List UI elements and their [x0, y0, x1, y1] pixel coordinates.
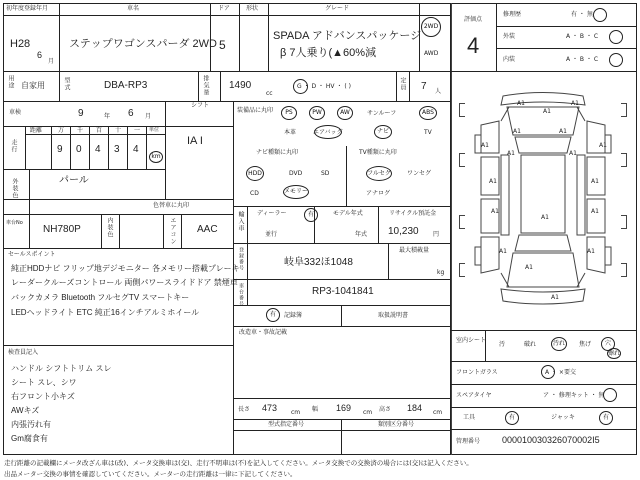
- r2-col-3: [220, 71, 221, 101]
- equip-aw-label: AW: [340, 109, 350, 116]
- max-load-unit: kg: [437, 269, 445, 276]
- equip-sunroof: サンルーフ: [367, 110, 397, 117]
- interior-score-label: 内装: [503, 56, 516, 63]
- mark-11: A1: [591, 178, 599, 185]
- inspector-line-4: AWキズ: [11, 406, 40, 415]
- frameno-label-col: [29, 214, 30, 248]
- mark-12: A1: [491, 208, 499, 215]
- exterior-score-circle: [609, 30, 623, 44]
- tv-oneseg: ワンセグ: [407, 170, 432, 177]
- chassis-label: 車台番号: [238, 283, 244, 307]
- mark-6: A1: [481, 142, 489, 149]
- score-row-1: [496, 26, 637, 27]
- seat-opt-1: 破れ: [524, 341, 537, 348]
- max-load-label: 最大積載量: [399, 247, 430, 254]
- dealer-label-col: [247, 206, 248, 243]
- interior-color-label: 内装色: [106, 217, 113, 238]
- equip-aw: [337, 106, 353, 120]
- ac-label: エアコン: [169, 217, 176, 245]
- length-value: 473: [262, 403, 278, 413]
- mileage-header-line: [25, 134, 165, 135]
- first-reg-month-unit: 月: [48, 58, 55, 65]
- inspection-year-unit: 年: [104, 113, 111, 120]
- tools-bottom: [451, 429, 637, 430]
- frameno-col-5: [181, 214, 182, 248]
- capacity-unit: 人: [435, 88, 442, 95]
- glass-options: A ・ ×要交: [545, 369, 576, 376]
- inspection-month-unit: 月: [145, 113, 152, 120]
- tools-value: 有: [508, 414, 515, 421]
- bracket-left-2: [459, 153, 465, 167]
- class-label: 類別区分番号: [378, 421, 415, 428]
- repair-options: 有 ・ 無: [571, 11, 593, 18]
- use-value: 自家用: [21, 81, 45, 90]
- grade-label: グレード: [325, 5, 350, 12]
- seat-opt-2-label: 汚れ: [552, 340, 565, 347]
- tools-circle: [505, 411, 519, 425]
- shift-col: [165, 101, 166, 199]
- frame-no-top: [3, 214, 233, 215]
- nav-hdd-label: HDD: [248, 169, 262, 177]
- r2-col-5: [409, 71, 410, 101]
- manage-value: 000010030326070002I5: [502, 435, 600, 445]
- mark-4: A1: [513, 128, 521, 135]
- score-row-2: [496, 48, 637, 49]
- model-year-unit: 年式: [355, 231, 368, 238]
- 2wd-label: 2WD: [423, 23, 439, 30]
- hdr-col-3: [239, 3, 240, 71]
- header-bottom: [3, 71, 450, 72]
- tv-fullseg-label: フルセグ: [367, 169, 391, 177]
- sales-top: [3, 248, 233, 249]
- equip-ps: [281, 106, 297, 120]
- seat-label-col: [485, 330, 486, 361]
- ac-value: AAC: [197, 224, 218, 235]
- mark-5: A1: [559, 128, 567, 135]
- seat-label: 室内シート: [456, 337, 487, 344]
- mileage-digit-2: 4: [95, 144, 101, 155]
- displacement-value: 1490: [229, 80, 252, 91]
- cc-unit: cc: [266, 90, 273, 97]
- mileage-unit: km: [151, 153, 161, 160]
- r2-col-1: [59, 71, 60, 101]
- r2-col-2: [198, 71, 199, 101]
- hdr-col-4: [268, 3, 269, 71]
- recycle-label: リサイクル預託金: [389, 210, 437, 217]
- grade-line-1: SPADA アドバンスパッケージ: [273, 30, 422, 42]
- mark-1: A1: [517, 100, 525, 107]
- use-label: 用途: [7, 75, 14, 89]
- mileage-unit-ring: [149, 151, 163, 163]
- mileage-header-total: 距離: [30, 127, 43, 134]
- plate-label-col: [247, 243, 248, 305]
- reg-number-label: 登録番号: [238, 247, 244, 271]
- nav-type-label: ナビ種類に丸印: [256, 149, 299, 156]
- equip-nav: [374, 125, 392, 139]
- interior-score-circle: [609, 53, 623, 67]
- chassis-value: RP3-1041841: [312, 286, 374, 297]
- exterior-score-label: 外装: [503, 33, 516, 40]
- dealer-circle-mark: 有: [307, 211, 314, 218]
- height-value: 184: [407, 403, 423, 413]
- hdr-label-line: [3, 15, 450, 16]
- mileage-digit-0: 9: [57, 144, 63, 155]
- mileage-header-0: 万: [58, 127, 65, 134]
- score-label: 評価点: [464, 16, 483, 23]
- inspection-label: 車検: [9, 109, 22, 116]
- frameno-col-4: [163, 214, 164, 248]
- record-label: 記録簿: [284, 312, 303, 319]
- seat-opt-0: 汚: [499, 341, 506, 348]
- auction-sheet: [3, 3, 637, 455]
- tv-analog: アナログ: [366, 190, 391, 197]
- 2wd-ring: [421, 17, 441, 37]
- mileage-digit-col-1: [51, 126, 52, 169]
- mileage-label: 走行: [10, 139, 17, 153]
- car-outline-icon: [473, 91, 613, 316]
- type-col: [341, 419, 342, 454]
- recycle-value: 10,230: [388, 226, 419, 237]
- repair-circle: [593, 8, 607, 22]
- dealer-top: [233, 206, 450, 207]
- diagram-bottom: [451, 330, 637, 331]
- mileage-header-3: 十: [115, 127, 122, 134]
- mileage-label-col: [25, 126, 26, 169]
- glass-circle: [541, 365, 555, 379]
- transfer-top: [233, 326, 450, 327]
- height-unit: cm: [433, 409, 443, 416]
- capacity-value: 7: [421, 81, 427, 92]
- sales-line-4: LEDヘッドライト ETC 純正16インチアルミホイール: [11, 308, 200, 317]
- inspector-line-6: Gm腐食有: [11, 434, 48, 443]
- grade-line-2: β 7人乗り(▲60%減: [280, 47, 377, 59]
- fuel-circle: [293, 79, 308, 94]
- mileage-header-2: 百: [96, 127, 103, 134]
- mileage-digit-1: 0: [76, 144, 82, 155]
- width-unit: cm: [363, 409, 373, 416]
- dealer-circle: [304, 208, 318, 222]
- plate-col-2: [388, 243, 389, 279]
- equipment-label: 装備品に丸印: [237, 107, 274, 114]
- mark-14: A1: [541, 214, 549, 221]
- dealer-parallel: 並行: [265, 231, 278, 238]
- length-unit: cm: [291, 409, 301, 416]
- mark-18: A1: [551, 294, 559, 301]
- mileage-digit-4: 4: [133, 144, 139, 155]
- manage-label: 管理番号: [456, 438, 481, 445]
- dealer-label: ディーラー: [257, 210, 287, 217]
- bracket-right-3: [621, 215, 627, 229]
- mileage-digit-col-3: [89, 126, 90, 169]
- equip-ps-label: PS: [285, 109, 293, 116]
- plate-top: [233, 243, 450, 244]
- shift-value: IA I: [187, 135, 203, 147]
- mark-15: A1: [499, 248, 507, 255]
- sales-points-label: セールスポイント: [8, 251, 56, 258]
- seat-opt-2: [551, 337, 567, 351]
- import-label: 輸入車: [237, 211, 244, 232]
- bracket-right-2: [621, 153, 627, 167]
- seat-opt-4-label: 穴: [604, 340, 611, 347]
- footer-note-2: 出品メーター交換の事情を確認していてください。メーターの走行距離は一律に下記してください。: [4, 470, 297, 478]
- bracket-right-1: [621, 103, 627, 117]
- mileage-header-unit: 単位: [149, 127, 160, 133]
- chassis-top: [233, 279, 450, 280]
- score-value: 4: [467, 33, 480, 58]
- frame-no-label: 車台No: [6, 220, 23, 226]
- spare-options: ア ・ 修理キット ・ 無: [543, 392, 605, 399]
- inspector-line-2: シート スレ、シワ: [11, 378, 77, 387]
- spare-label: スペアタイヤ: [456, 392, 492, 399]
- nav-tv-divider: [346, 146, 347, 206]
- equip-abs: [419, 106, 437, 120]
- footer-note-1: 走行距離の記載欄にメータ改ざん車は(改)、メータ交換車は(交)、走行不明車は(不)を記入してください。メータ交換での交換済の場合には(交)は記入ください。: [4, 459, 473, 467]
- equip-leather: 本革: [284, 129, 297, 136]
- frame-top: [3, 3, 637, 4]
- exterior-score-options: A ・ B ・ C: [566, 33, 599, 40]
- score-col: [496, 3, 497, 71]
- frame-bottom: [3, 454, 637, 455]
- model-value: DBA-RP3: [104, 80, 148, 91]
- reg-number-value: 岐阜332ほ1048: [284, 257, 353, 268]
- mileage-digit-3: 3: [114, 144, 120, 155]
- sales-line-1: 純正HDDナビ フリップ地デジモニター 各メモリー搭載プレーキ: [11, 264, 240, 273]
- spare-circle: [603, 388, 617, 402]
- jack-value: 有: [602, 414, 609, 421]
- inspector-top: [3, 345, 233, 346]
- color-label-col: [29, 169, 30, 214]
- height-label: 高さ: [379, 406, 392, 413]
- tv-type-label: TV種類に丸印: [359, 149, 397, 156]
- sales-line-3: バックカメラ Bluetooth フルセグTV スマートキー: [11, 293, 190, 302]
- nav-sd: SD: [321, 170, 330, 177]
- mileage-digit-col-4: [108, 126, 109, 169]
- equip-pw: [309, 106, 325, 120]
- nav-dvd: DVD: [289, 170, 303, 177]
- nav-memory-label: メモリー: [284, 188, 309, 195]
- glass-label: フロントガラス: [456, 369, 498, 376]
- awd-label: AWD: [424, 50, 439, 57]
- doors-value: 5: [219, 38, 226, 52]
- inspector-label: 検査員記入: [8, 349, 39, 356]
- length-label: 長さ: [238, 406, 251, 413]
- mileage-digit-col-6: [146, 126, 147, 169]
- car-name-label: 車名: [127, 5, 140, 12]
- repair-label: 修理歴: [503, 11, 522, 18]
- shape-label: 形状: [246, 5, 259, 12]
- spare-bottom: [451, 407, 637, 408]
- mileage-header-1: 千: [77, 127, 84, 134]
- inspector-line-5: 内張汚れ有: [11, 420, 51, 429]
- nav-hdd: [246, 166, 264, 181]
- mark-10: A1: [489, 178, 497, 185]
- r2-col-4: [396, 71, 397, 101]
- exterior-color-value: パール: [59, 175, 89, 186]
- seat-opt-3: 焦げ: [579, 341, 592, 348]
- mark-8: A1: [507, 150, 515, 157]
- manual-label: 取扱説明書: [378, 312, 409, 319]
- equip-airbag-circle: [314, 125, 342, 139]
- model-label: 型式: [63, 77, 70, 91]
- mileage-digit-col-2: [70, 126, 71, 169]
- first-reg-month: 6: [37, 50, 43, 60]
- record-col: [341, 305, 342, 326]
- displacement-label: 排気量: [202, 75, 209, 96]
- mileage-digit-col-5: [127, 126, 128, 169]
- exterior-color-label: 外装色: [11, 178, 18, 199]
- recycle-unit: 円: [433, 231, 440, 238]
- shift-label: シフト: [191, 102, 210, 109]
- bracket-right-4: [621, 263, 627, 277]
- nav-memory: [283, 185, 309, 199]
- type-label: 型式指定番号: [268, 421, 305, 428]
- record-circle: [266, 308, 280, 322]
- equip-abs-label: ABS: [422, 109, 434, 116]
- bracket-left-1: [459, 103, 465, 117]
- tools-label: 工具: [463, 414, 476, 421]
- first-reg-year: H28: [10, 38, 31, 50]
- width-label: 幅: [312, 406, 319, 413]
- seat-opt-5: [607, 348, 621, 359]
- equip-pw-label: PW: [312, 109, 322, 116]
- repaint-note: 色替車に丸印: [153, 202, 190, 209]
- model-year-label: モデル年式: [333, 210, 363, 217]
- row2-bottom: [3, 101, 450, 102]
- tv-fullseg: [366, 166, 392, 181]
- nav-cd: CD: [250, 190, 259, 197]
- hdr-col-2: [210, 3, 211, 71]
- jack-label: ジャッキ: [551, 414, 575, 421]
- sales-line-2: レーダークルーズコントロール 両側パワースライドドア 禁煙車: [11, 278, 238, 287]
- glass-bottom: [451, 384, 637, 385]
- car-name: ステップワゴンスパーダ 2WD: [69, 38, 217, 50]
- inspector-line-3: 右フロント小キズ: [11, 392, 75, 401]
- jack-circle: [599, 411, 613, 425]
- inspection-year: 9: [78, 108, 84, 119]
- transfer-label: 改造車・事故記載: [239, 329, 288, 336]
- mark-2: A1: [571, 100, 579, 107]
- seat-bottom: [451, 361, 637, 362]
- mileage-bottom: [3, 169, 165, 170]
- frame-no-value: NH780P: [43, 224, 81, 235]
- mark-7: A1: [599, 142, 607, 149]
- mark-17: A1: [525, 264, 533, 271]
- mark-16: A1: [587, 248, 595, 255]
- frameno-col-3: [119, 214, 120, 248]
- doors-label: ドア: [218, 5, 230, 12]
- width-value: 169: [336, 403, 352, 413]
- first-reg-label: 初年度登録年月: [6, 5, 49, 12]
- bracket-left-3: [459, 215, 465, 229]
- interior-score-options: A ・ B ・ C: [566, 56, 599, 63]
- mileage-header-4: 一: [134, 127, 141, 134]
- equip-nav-label: ナビ: [376, 128, 389, 135]
- record-circle-mark: 有: [269, 311, 276, 318]
- equip-airbag: エアバッグ: [313, 129, 343, 136]
- color-top: [3, 199, 233, 200]
- mark-13: A1: [591, 208, 599, 215]
- score-bottom: [451, 71, 637, 72]
- mark-9: A1: [569, 150, 577, 157]
- frameno-col-2: [101, 214, 102, 248]
- hdr-col-1: [59, 3, 60, 71]
- seat-opt-5-label: 擦れ: [608, 349, 621, 357]
- mark-3: A1: [543, 108, 551, 115]
- bracket-left-4: [459, 263, 465, 277]
- size-top: [233, 398, 450, 399]
- equip-tv: TV: [424, 129, 432, 136]
- dealer-col-3: [378, 206, 379, 243]
- capacity-label: 定員: [399, 77, 406, 91]
- inspector-line-1: ハンドル シフトトリム スレ: [11, 364, 112, 373]
- fuel-options: G ・ D ・ HV ・ ( ): [297, 83, 351, 90]
- inspection-month: 6: [128, 108, 134, 119]
